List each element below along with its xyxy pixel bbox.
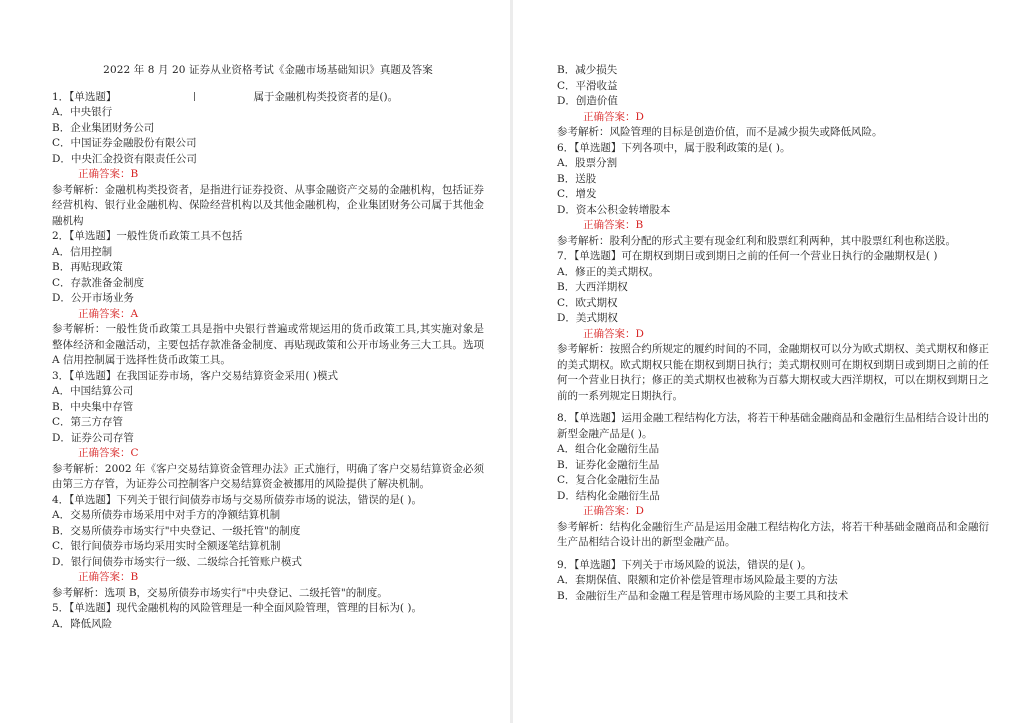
question-3-answer: 正确答案：C	[78, 447, 139, 459]
question-1-answer: 正确答案：B	[78, 168, 139, 180]
question-2-option-b: B．再贴现政策	[52, 261, 123, 273]
question-8-option-c: C．复合化金融衍生品	[557, 474, 660, 486]
question-2-text: 2．【单选题】一般性货币政策工具不包括	[52, 230, 243, 242]
question-6-text: 6．【单选题】下列各项中，属于股利政策的是( )。	[557, 141, 791, 154]
question-9-option-a: A．套期保值、限额和定价补偿是管理市场风险最主要的方法	[557, 574, 838, 586]
question-7-option-b: B．大西洋期权	[557, 281, 628, 293]
question-8-option-a: A．组合化金融衍生品	[557, 443, 660, 455]
question-2-answer: 正确答案：A	[78, 307, 139, 320]
question-7-text: 7．【单选题】可在期权到期日或到期日之前的任何一个营业日执行的金融期权是( )	[557, 250, 938, 262]
question-9-option-b: B．金融衍生产品和金融工程是管理市场风险的主要工具和技术	[557, 589, 849, 602]
question-5-option-b: B．减少损失	[557, 64, 618, 76]
page-right	[513, 0, 1024, 723]
question-5-option-d: D．创造价值	[557, 95, 618, 107]
question-5-text: 5．【单选题】现代金融机构的风险管理是一种全面风险管理，管理的目标为( )。	[52, 602, 422, 614]
question-3-option-c: C．第三方存管	[52, 416, 124, 428]
question-6-option-c: C．增发	[557, 188, 597, 200]
question-1-text	[52, 90, 484, 106]
question-4-text: 4．【单选题】下列关于银行间债券市场与交易所债券市场的说法，错误的是( )。	[52, 493, 422, 506]
question-6-option-d: D．资本公积金转增股本	[557, 203, 671, 216]
question-6-explanation: 参考解析：股利分配的形式主要有现金红利和股票红利两种，其中股票红利也称送股。	[557, 234, 956, 247]
question-1-option-c: C．中国证券金融股份有限公司	[52, 137, 197, 149]
question-7-option-c: C．欧式期权	[557, 296, 618, 309]
question-7-answer: 正确答案：D	[583, 327, 644, 340]
question-1-stem: 属于金融机构类投资者的是()。	[253, 90, 399, 103]
question-5-option-c: C．平滑收益	[557, 79, 618, 92]
question-8-option-b: B．证券化金融衍生品	[557, 458, 660, 471]
question-2-option-d: D．公开市场业务	[52, 292, 134, 304]
question-3-explanation: 参考解析：2002 年《客户交易结算资金管理办法》正式施行，明确了客户交易结算资金必须由第三方存管，为证券公司控制客户交易结算资金被挪用的风险提供了解决机制。	[52, 462, 484, 490]
question-4-explanation: 参考解析：选项 B，交易所债券市场实行"中央登记、二级托管"的制度。	[52, 586, 388, 599]
question-8-answer: 正确答案：D	[583, 505, 644, 517]
page-left	[0, 0, 510, 723]
question-8-text: 8．【单选题】运用金融工程结构化方法，将若干种基础金融商品和金融衍生品相结合设计出的新型金融产品是( )。	[557, 412, 989, 440]
question-4-option-c: C．银行间债券市场均采用实时全额逐笔结算机制	[52, 540, 281, 552]
question-5-explanation: 参考解析：风险管理的目标是创造价值，而不是减少损失或降低风险。	[557, 126, 883, 138]
question-3-option-b: B．中央集中存管	[52, 400, 134, 413]
question-2-explanation: 参考解析：一般性货币政策工具是指中央银行普遍或常规运用的货币政策工具,其实施对象是整体经济和金融活动，主要包括存款准备金制度、再贴现政策和公开市场业务三大工具。选项 A 信用控制属于选择性货币政策工具。	[52, 323, 484, 366]
question-2-option-a: A．信用控制	[52, 245, 113, 258]
question-9-text: 9．【单选题】下列关于市场风险的说法，错误的是( )。	[557, 558, 812, 571]
question-1-type: 1．【单选题】	[52, 90, 117, 103]
cursor-mark	[194, 92, 195, 101]
question-5-option-a: A．降低风险	[52, 617, 113, 630]
question-8-option-d: D．结构化金融衍生品	[557, 489, 660, 502]
question-3-text: 3．【单选题】在我国证券市场，客户交易结算资金采用( )模式	[52, 369, 338, 382]
question-7-explanation: 参考解析：按照合约所规定的履约时间的不同，金融期权可以分为欧式期权、美式期权和修正的美式期权。欧式期权只能在期权到期日执行；美式期权则可在期权到期日或到期日之前的任何一个营业日执行；修正的美式期权也被称为百慕大期权或大西洋期权，可以在期权到期日之前的一系列规定日期执行。	[557, 343, 989, 402]
question-1-option-d: D．中央汇金投资有限责任公司	[52, 152, 197, 165]
question-1-option-a: A．中央银行	[52, 106, 113, 118]
question-3-option-d: D．证券公司存管	[52, 431, 134, 444]
question-4-option-a: A．交易所债券市场采用中对手方的净额结算机制	[52, 509, 281, 521]
right-column	[557, 63, 989, 604]
question-4-answer: 正确答案：B	[78, 571, 139, 583]
question-1-option-b: B．企业集团财务公司	[52, 121, 155, 134]
left-column	[52, 63, 484, 632]
question-6-option-a: A．股票分割	[557, 157, 618, 169]
question-3-option-a: A．中国结算公司	[52, 385, 134, 397]
document-title: 2022 年 8 月 20 证券从业资格考试《金融市场基础知识》真题及答案	[103, 64, 433, 76]
question-1-explanation: 参考解析：金融机构类投资者，是指进行证券投资、从事金融资产交易的金融机构，包括证券经营机构、银行业金融机构、保险经营机构以及其他金融机构，企业集团财务公司属于其他金融机构	[52, 183, 484, 227]
question-8-explanation: 参考解析：结构化金融衍生产品是运用金融工程结构化方法，将若干种基础金融商品和金融衍生产品相结合设计出的新型金融产品。	[557, 520, 989, 548]
question-5-answer: 正确答案：D	[583, 110, 644, 123]
question-2-option-c: C．存款准备金制度	[52, 276, 145, 289]
question-4-option-d: D．银行间债券市场实行一级、二级综合托管账户模式	[52, 555, 302, 568]
question-4-option-b: B．交易所债券市场实行"中央登记、一级托管"的制度	[52, 524, 301, 537]
question-6-answer: 正确答案：B	[583, 219, 644, 231]
question-6-option-b: B．送股	[557, 172, 597, 185]
question-7-option-d: D．美式期权	[557, 312, 618, 324]
question-7-option-a: A．修正的美式期权。	[557, 265, 660, 278]
